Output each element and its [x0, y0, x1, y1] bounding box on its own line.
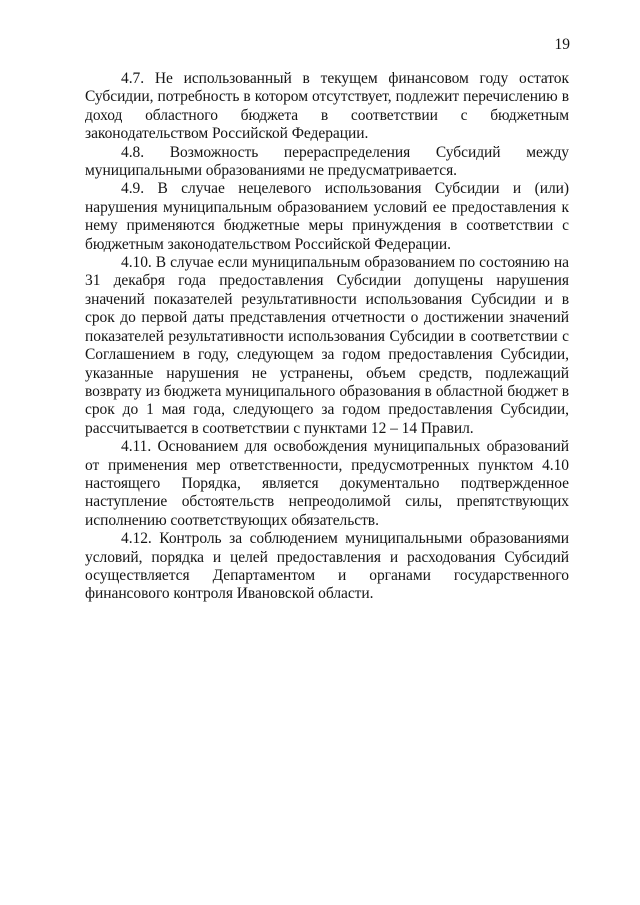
paragraph-4-10: 4.10. В случае если муниципальным образованием по состоянию на 31 декабря года предоставления Субсидии допущены нарушения значений показателей результативности использования Субсидии и в срок до первой даты представления отчетности о достижении значений показателей результативности использования Субсидии в соответствии с Соглашением в году, следующем за годом предоставления Субсидии, указанные нарушения не устранены, объем средств, подлежащий возврату из бюджета муниципального образования в областной бюджет в срок до 1 мая года, следующего за годом предоставления Субсидии, рассчитывается в соответствии с пунктами 12 – 14 Правил.	[85, 254, 569, 437]
paragraph-4-12: 4.12. Контроль за соблюдением муниципальными образованиями условий, порядка и целей предоставления и расходования Субсидий осуществляется Департаментом и органами государственного финансового контроля Ивановской области.	[85, 530, 569, 603]
paragraph-4-7: 4.7. Не использованный в текущем финансовом году остаток Субсидии, потребность в котором отсутствует, подлежит перечислению в доход областного бюджета в соответствии с бюджетным законодательством Российской Федерации.	[85, 70, 569, 143]
paragraph-4-8: 4.8. Возможность перераспределения Субсидий между муниципальными образованиями не предусматривается.	[85, 143, 569, 180]
paragraph-4-9: 4.9. В случае нецелевого использования Субсидии и (или) нарушения муниципальным образованием условий ее предоставления к нему применяются бюджетные меры принуждения в соответствии с бюджетным законодательством Российской Федерации.	[85, 180, 569, 253]
paragraph-4-11: 4.11. Основанием для освобождения муниципальных образований от применения мер ответственности, предусмотренных пунктом 4.10 настоящего Порядка, является документально подтвержденное наступление обстоятельств непреодолимой силы, препятствующих исполнению соответствующих обязательств.	[85, 438, 569, 529]
page-number: 19	[554, 36, 570, 53]
document-body	[85, 70, 569, 604]
